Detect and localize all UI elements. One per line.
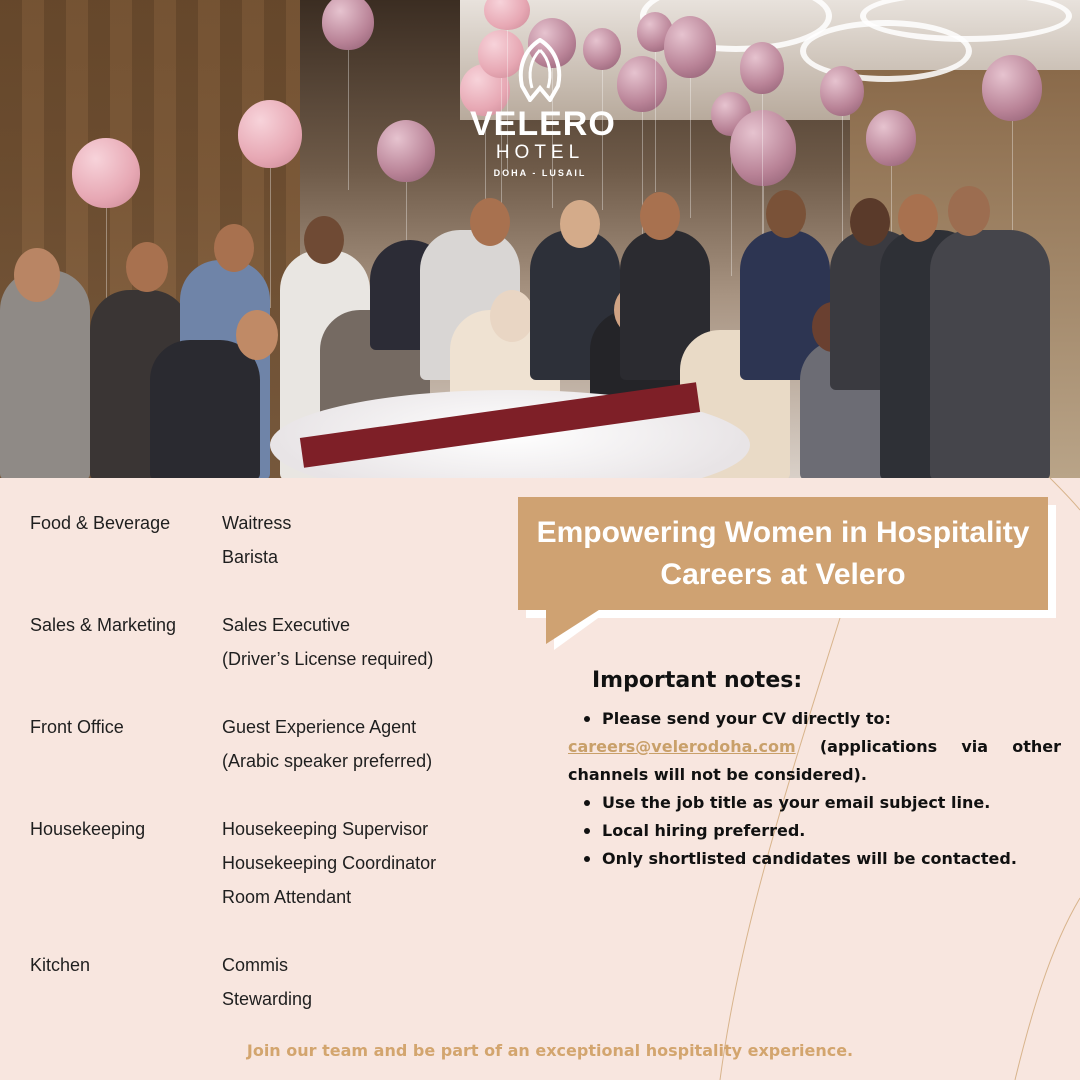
note-item [568,705,1061,733]
banner-box [518,497,1048,610]
important-notes [568,668,1061,873]
team-member-head [898,194,938,242]
role-guest-experience-agent: Guest Experience Agent [222,717,417,737]
banner-title [523,512,1043,596]
team-member-head [766,190,806,238]
speech-bubble-tail [546,608,616,654]
note-shortlisted: Only shortlisted candidates will be contacted. [602,849,1017,868]
balloon [730,110,796,186]
role-requirement: (Arabic speaker preferred) [222,751,433,771]
team-member-head [560,200,600,248]
note-email-line [568,733,1061,761]
note-subject-line: Use the job title as your email subject line. [602,793,991,812]
team-member-head [126,242,168,292]
department-front-office: Front Office [30,717,124,737]
department-housekeeping: Housekeeping [30,819,146,839]
email-link[interactable]: careers@velerodoha.com [568,737,796,756]
balloon [322,0,374,50]
role-housekeeping-coordinator: Housekeeping Coordinator [222,853,437,873]
team-member [930,230,1050,478]
team-member-head [470,198,510,246]
department-kitchen: Kitchen [30,955,91,975]
balloon [617,56,667,112]
team-member [150,340,260,478]
role-requirement: (Driver’s License required) [222,649,434,669]
role-barista: Barista [222,547,279,567]
balloon [740,42,784,94]
department-food-beverage: Food & Beverage [30,513,171,533]
note-item [568,817,1061,845]
bullet-icon [584,716,590,722]
notes-title: Important notes: [592,668,803,693]
note-local-hiring: Local hiring preferred. [602,821,806,840]
banner-line-2: Careers at Velero [660,557,906,591]
brand-sub: HOTEL [495,142,585,163]
team-member [0,270,90,478]
team-member-head [850,198,890,246]
bullet-icon [584,800,590,806]
role-stewarding: Stewarding [222,989,313,1009]
footer-tagline: Join our team and be part of an exceptional hospitality experience. [246,1041,854,1060]
role-commis: Commis [222,955,288,975]
team-photo [0,0,1080,478]
balloon [664,16,716,78]
headline-banner [518,497,1058,657]
velero-logo [470,38,616,178]
team-member-head [640,192,680,240]
role-room-attendant: Room Attendant [222,887,352,907]
role-housekeeping-supervisor: Housekeeping Supervisor [222,819,429,839]
team-member-head [490,290,534,342]
note-item [568,845,1061,873]
role-waitress: Waitress [222,513,292,533]
department-sales-marketing: Sales & Marketing [30,615,177,635]
brand-location: DOHA - LUSAIL [493,168,587,178]
bullet-icon [584,828,590,834]
banner-line-1: Empowering Women in Hospitality [536,515,1030,549]
note-item [568,789,1061,817]
note-channels: channels will not be considered). [568,765,867,784]
team-member-head [236,310,278,360]
team-member-head [304,216,344,264]
balloon [982,55,1042,121]
note-send-cv: Please send your CV directly to: [602,709,891,728]
team-member-head [14,248,60,302]
role-sales-executive: Sales Executive [222,615,351,635]
team-member-head [948,186,990,236]
notes-list [568,705,1061,873]
balloon [377,120,435,182]
team-member-head [214,224,254,272]
balloon [238,100,302,168]
bullet-icon [584,856,590,862]
note-applications: (applications via other [819,737,1061,756]
balloon [866,110,916,166]
feather-logo-icon [516,38,564,102]
brand-name: VELERO [470,105,616,143]
balloon [820,66,864,116]
